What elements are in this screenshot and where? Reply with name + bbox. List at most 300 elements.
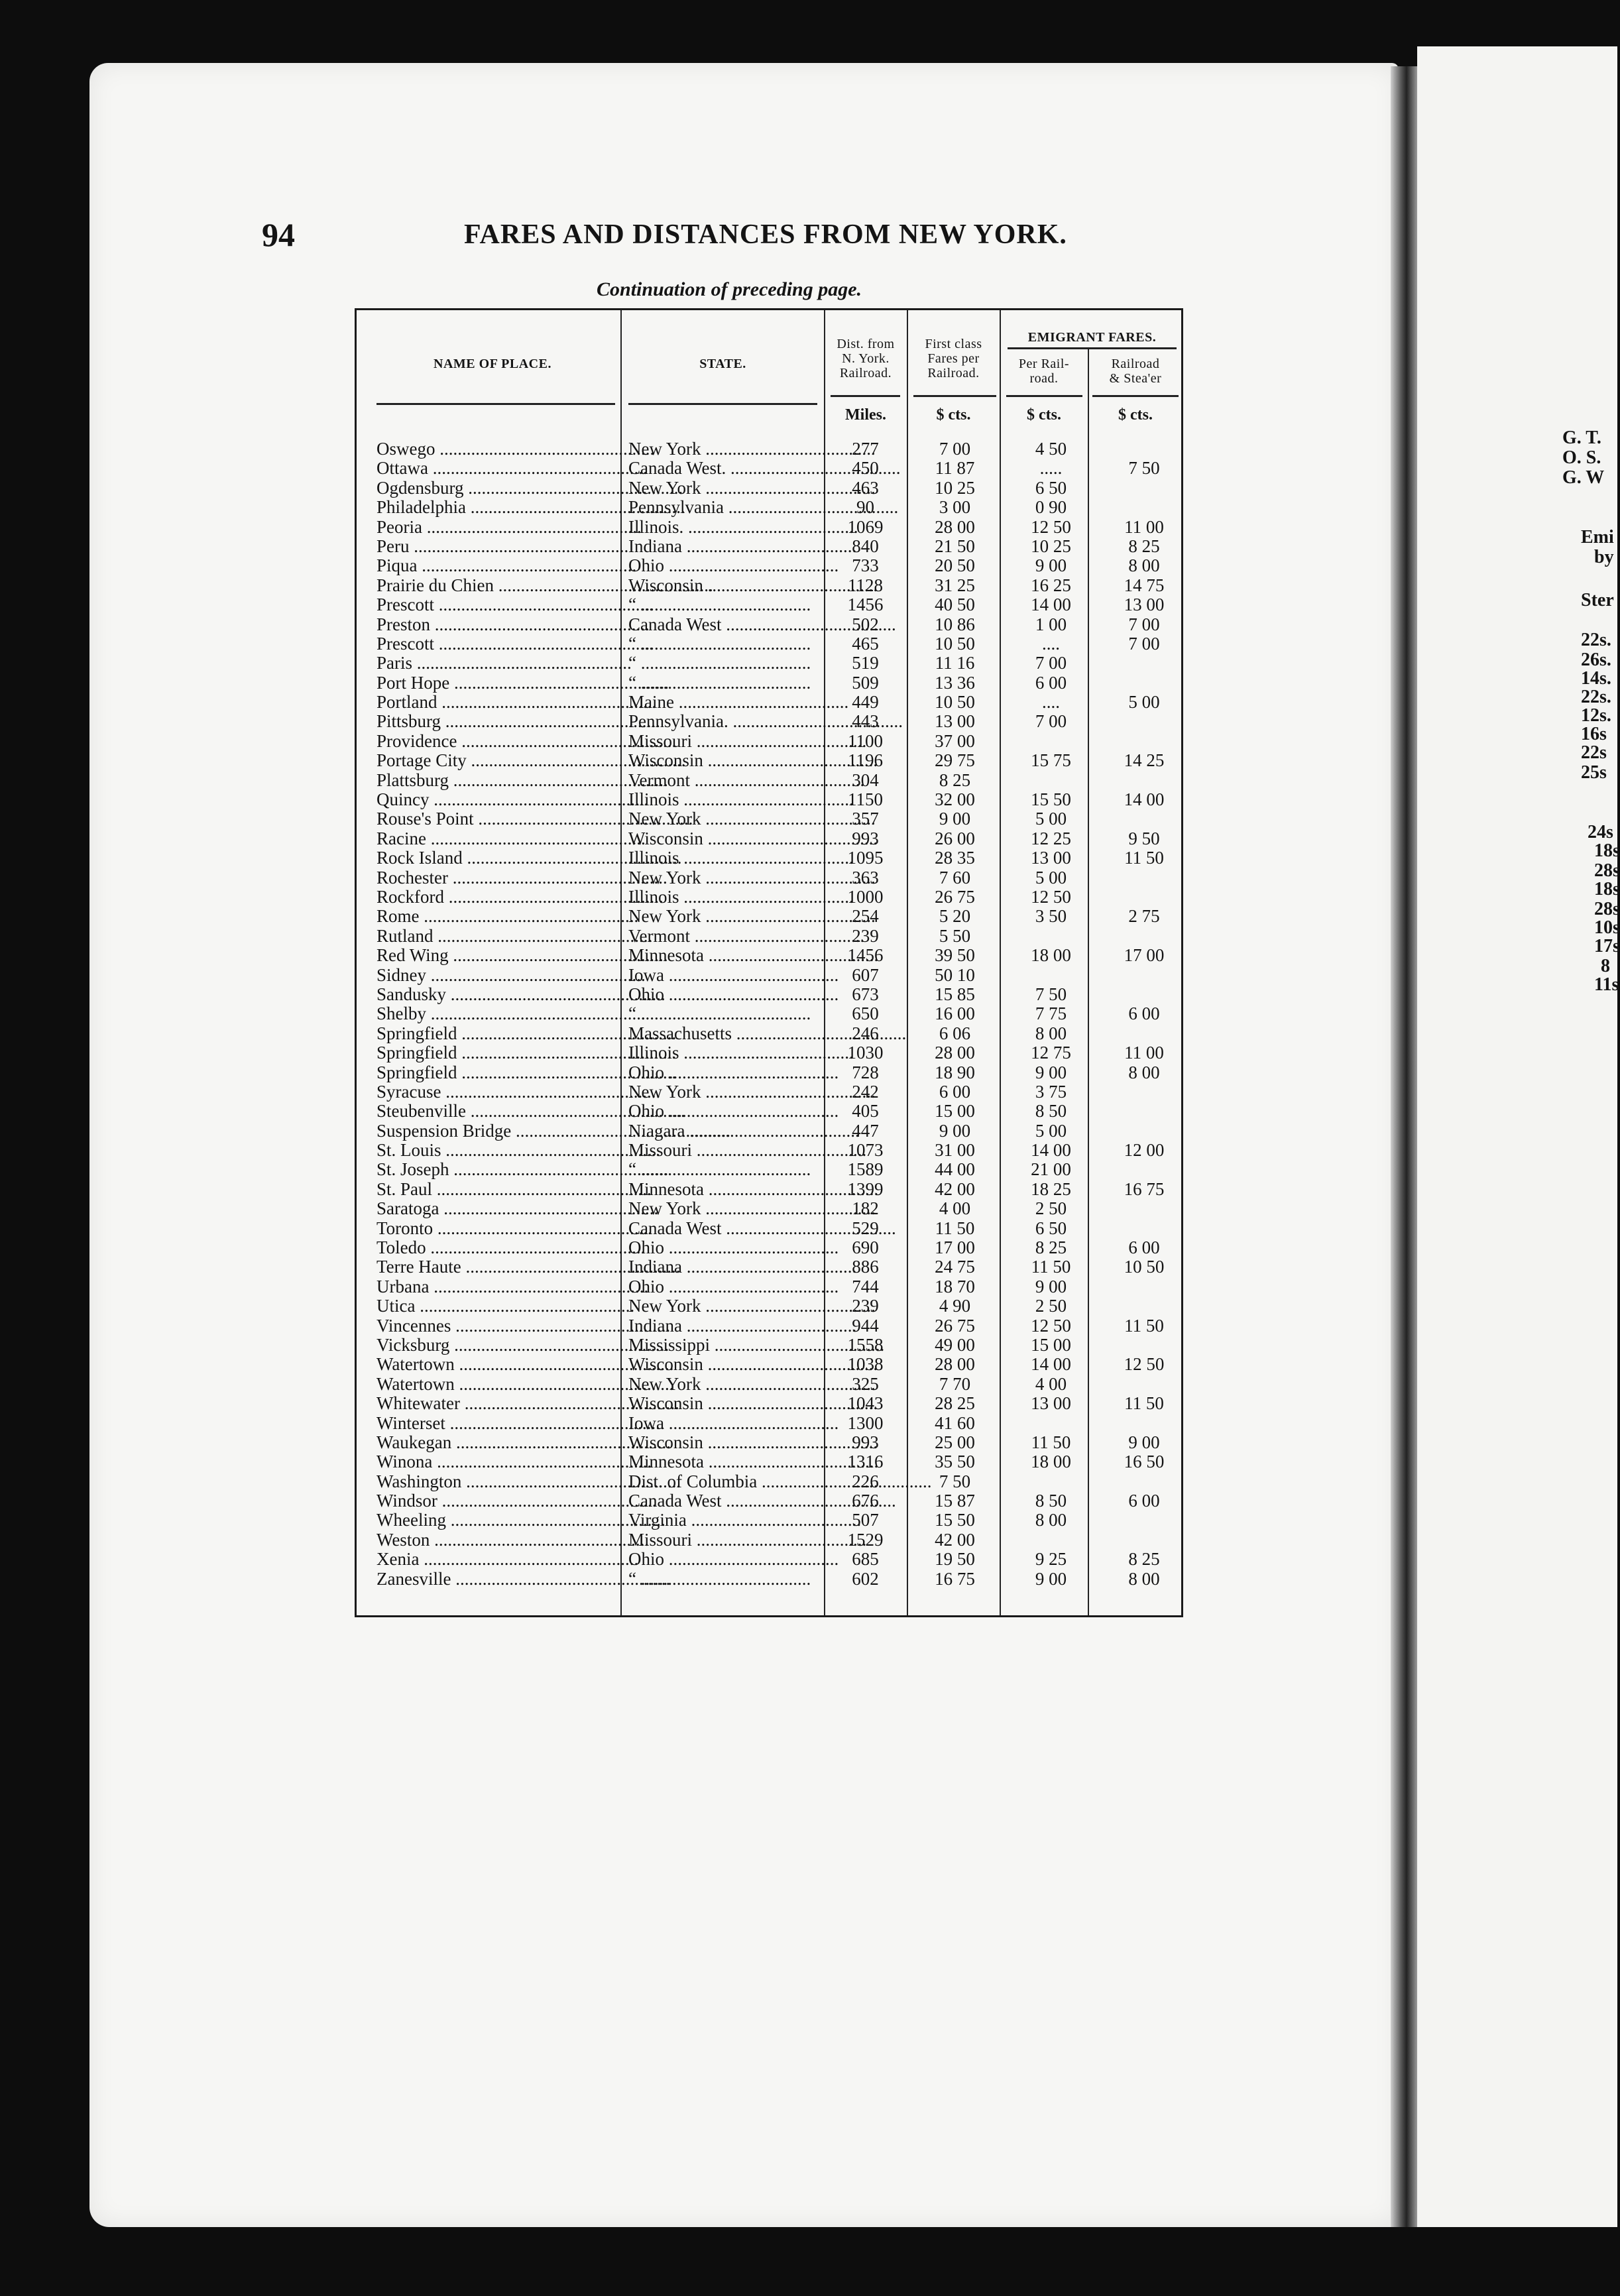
place-name: Winona ..... bbox=[376, 1452, 642, 1471]
distance-miles: 1030 bbox=[847, 1043, 884, 1063]
table-row bbox=[357, 1004, 1181, 1023]
table-row bbox=[357, 751, 1181, 770]
table-row bbox=[357, 771, 1181, 790]
unit-steam: $ cts. bbox=[1118, 406, 1153, 424]
state-name: New York ..... bbox=[628, 1296, 821, 1316]
first-class-fare: 26 75 bbox=[935, 1315, 975, 1336]
first-class-fare: 28 00 bbox=[935, 1043, 975, 1063]
distance-miles: 840 bbox=[852, 536, 879, 556]
emigrant-rail-fare: 8 50 bbox=[1035, 1101, 1067, 1121]
table-row bbox=[357, 966, 1181, 985]
facing-page-fragment: 28s bbox=[1594, 899, 1620, 919]
place-name: Vicksburg ..... bbox=[376, 1336, 642, 1355]
emigrant-steamer-fare: 14 75 bbox=[1124, 575, 1165, 595]
state-name: “ ..... bbox=[628, 1160, 821, 1179]
facing-page-fragment: 11s bbox=[1594, 974, 1619, 995]
place-name: Suspension Bridge ..... bbox=[376, 1121, 642, 1141]
table-row bbox=[357, 1414, 1181, 1433]
distance-miles: 650 bbox=[852, 1004, 879, 1024]
emigrant-steamer-fare: 11 00 bbox=[1124, 516, 1164, 537]
table-row bbox=[357, 1296, 1181, 1316]
table-row bbox=[357, 1063, 1181, 1082]
place-name: Toledo ..... bbox=[376, 1238, 642, 1257]
place-name: Shelby ..... bbox=[376, 1004, 642, 1023]
place-name: Waukegan ..... bbox=[376, 1433, 642, 1452]
distance-miles: 304 bbox=[852, 770, 879, 790]
table-row bbox=[357, 654, 1181, 673]
table-row bbox=[357, 1375, 1181, 1394]
distance-miles: 529 bbox=[852, 1218, 879, 1238]
header-rule bbox=[1092, 395, 1179, 397]
first-class-fare: 28 25 bbox=[935, 1393, 975, 1414]
emigrant-steamer-fare: 11 50 bbox=[1124, 1315, 1164, 1336]
facing-page-fragment: 8 bbox=[1601, 956, 1610, 976]
header-per-rail-line1: Per Rail- bbox=[1018, 357, 1070, 371]
distance-miles: 450 bbox=[852, 458, 879, 479]
state-name: New York ..... bbox=[628, 439, 821, 459]
first-class-fare: 40 50 bbox=[935, 595, 975, 615]
facing-page-fragment: 22s. bbox=[1581, 630, 1611, 650]
first-class-fare: 49 00 bbox=[935, 1334, 975, 1355]
place-name: Plattsburg ..... bbox=[376, 771, 642, 790]
emigrant-rail-fare: 5 00 bbox=[1035, 809, 1067, 829]
place-name: Ottawa ..... bbox=[376, 459, 642, 478]
state-name: “ ..... bbox=[628, 654, 821, 673]
table-row bbox=[357, 1511, 1181, 1530]
emigrant-rail-fare: 11 50 bbox=[1031, 1257, 1071, 1277]
distance-miles: 509 bbox=[852, 672, 879, 693]
unit-fare: $ cts. bbox=[936, 406, 971, 424]
table-row bbox=[357, 848, 1181, 868]
state-name: Illinois ..... bbox=[628, 848, 821, 868]
facing-page-fragment: 26s. bbox=[1581, 650, 1611, 670]
emigrant-rail-fare: 8 25 bbox=[1035, 1237, 1067, 1258]
place-name: Peoria ..... bbox=[376, 518, 642, 537]
distance-miles: 254 bbox=[852, 906, 879, 927]
state-name: Canada West ..... bbox=[628, 1491, 821, 1511]
place-name: Portage City ..... bbox=[376, 751, 642, 770]
state-name: New York ..... bbox=[628, 1199, 821, 1218]
emigrant-rail-fare: 12 25 bbox=[1031, 828, 1071, 848]
first-class-fare: 13 36 bbox=[935, 672, 975, 693]
table-row bbox=[357, 1121, 1181, 1141]
place-name: Rockford ..... bbox=[376, 888, 642, 907]
place-name: Philadelphia ..... bbox=[376, 498, 642, 517]
state-name: Pennsylvania. ..... bbox=[628, 712, 821, 731]
state-name: Pennsylvania ..... bbox=[628, 498, 821, 517]
first-class-fare: 10 50 bbox=[935, 692, 975, 713]
emigrant-rail-fare: 3 50 bbox=[1035, 906, 1067, 927]
table-row bbox=[357, 1082, 1181, 1102]
state-name: Niagara ..... bbox=[628, 1121, 821, 1141]
distance-miles: 1529 bbox=[847, 1529, 884, 1550]
distance-miles: 673 bbox=[852, 984, 879, 1004]
emigrant-steamer-fare: 13 00 bbox=[1124, 595, 1165, 615]
facing-page-fragment: 22s. bbox=[1581, 687, 1611, 707]
place-name: Terre Haute ..... bbox=[376, 1257, 642, 1277]
place-name: Oswego ..... bbox=[376, 439, 642, 459]
table-row bbox=[357, 576, 1181, 595]
emigrant-rail-fare: .... bbox=[1042, 692, 1060, 713]
first-class-fare: 28 35 bbox=[935, 848, 975, 868]
first-class-fare: 31 00 bbox=[935, 1140, 975, 1161]
emigrant-steamer-fare: 6 00 bbox=[1128, 1237, 1160, 1258]
table-row bbox=[357, 1043, 1181, 1062]
emigrant-rail-fare: 9 00 bbox=[1035, 1568, 1067, 1589]
emigrant-rail-fare: 12 50 bbox=[1031, 886, 1071, 907]
place-name: Prairie du Chien ..... bbox=[376, 576, 642, 595]
header-state: STATE. bbox=[699, 357, 746, 371]
first-class-fare: 37 00 bbox=[935, 730, 975, 751]
first-class-fare: 25 00 bbox=[935, 1432, 975, 1452]
place-name: Washington ..... bbox=[376, 1472, 642, 1491]
emigrant-rail-fare: 7 75 bbox=[1035, 1004, 1067, 1024]
distance-miles: 993 bbox=[852, 1432, 879, 1452]
table-row bbox=[357, 1199, 1181, 1218]
header-distance bbox=[826, 337, 905, 380]
emigrant-rail-fare: 7 00 bbox=[1035, 711, 1067, 732]
header-rule bbox=[628, 403, 817, 405]
place-name: Toronto ..... bbox=[376, 1219, 642, 1238]
distance-miles: 1456 bbox=[847, 595, 884, 615]
distance-miles: 993 bbox=[852, 828, 879, 848]
emigrant-rail-fare: 5 00 bbox=[1035, 867, 1067, 888]
emigrant-rail-fare: ..... bbox=[1039, 458, 1063, 479]
place-name: Ogdensburg ..... bbox=[376, 479, 642, 498]
table-row bbox=[357, 868, 1181, 888]
emigrant-rail-fare: 7 50 bbox=[1035, 984, 1067, 1004]
emigrant-rule bbox=[1008, 347, 1177, 349]
facing-page-fragment: 16s bbox=[1581, 724, 1607, 744]
place-name: Racine ..... bbox=[376, 829, 642, 848]
state-name: Vermont ..... bbox=[628, 771, 821, 790]
table-row bbox=[357, 673, 1181, 693]
first-class-fare: 17 00 bbox=[935, 1237, 975, 1258]
first-class-fare: 13 00 bbox=[935, 711, 975, 732]
emigrant-steamer-fare: 8 00 bbox=[1128, 1568, 1160, 1589]
header-distance-line3: Railroad. bbox=[839, 366, 892, 380]
first-class-fare: 5 50 bbox=[939, 925, 971, 946]
state-name: Indiana ..... bbox=[628, 537, 821, 556]
emigrant-rail-fare: 8 00 bbox=[1035, 1023, 1067, 1043]
table-row bbox=[357, 556, 1181, 575]
emigrant-rail-fare: 1 00 bbox=[1035, 614, 1067, 634]
emigrant-steamer-fare: 7 50 bbox=[1128, 458, 1160, 479]
distance-miles: 325 bbox=[852, 1373, 879, 1394]
distance-miles: 239 bbox=[852, 1296, 879, 1316]
table-row bbox=[357, 615, 1181, 634]
facing-page-fragment: 14s. bbox=[1581, 668, 1611, 689]
state-name: Canada West ..... bbox=[628, 615, 821, 634]
table-row bbox=[357, 595, 1181, 614]
emigrant-steamer-fare: 11 50 bbox=[1124, 848, 1164, 868]
state-name: Wisconsin ..... bbox=[628, 829, 821, 848]
first-class-fare: 41 60 bbox=[935, 1412, 975, 1433]
table-row bbox=[357, 809, 1181, 829]
table-row bbox=[357, 888, 1181, 907]
header-rule bbox=[913, 395, 996, 397]
header-first-class-fare bbox=[909, 337, 998, 380]
distance-miles: 1316 bbox=[847, 1452, 884, 1472]
emigrant-rail-fare: 13 00 bbox=[1031, 848, 1071, 868]
first-class-fare: 42 00 bbox=[935, 1529, 975, 1550]
distance-miles: 507 bbox=[852, 1510, 879, 1530]
emigrant-rail-fare: 14 00 bbox=[1031, 1354, 1071, 1375]
table-row bbox=[357, 1336, 1181, 1355]
distance-miles: 1038 bbox=[847, 1354, 884, 1375]
state-name: Virginia ..... bbox=[628, 1511, 821, 1530]
table-row bbox=[357, 790, 1181, 809]
emigrant-steamer-fare: 16 50 bbox=[1124, 1452, 1165, 1472]
state-name: Canada West ..... bbox=[628, 1219, 821, 1238]
place-name: Winterset ..... bbox=[376, 1414, 642, 1433]
table-row bbox=[357, 1238, 1181, 1257]
emigrant-rail-fare: 15 75 bbox=[1031, 750, 1071, 771]
emigrant-steamer-fare: 16 75 bbox=[1124, 1178, 1165, 1199]
table-row bbox=[357, 946, 1181, 965]
state-name: Ohio ..... bbox=[628, 985, 821, 1004]
emigrant-rail-fare: 15 00 bbox=[1031, 1334, 1071, 1355]
state-name: Ohio ..... bbox=[628, 1277, 821, 1296]
distance-miles: 1095 bbox=[847, 848, 884, 868]
distance-miles: 1150 bbox=[848, 789, 883, 810]
running-head: FARES AND DISTANCES FROM NEW YORK. bbox=[464, 219, 1067, 250]
table-row bbox=[357, 829, 1181, 848]
emigrant-steamer-fare: 10 50 bbox=[1124, 1257, 1165, 1277]
place-name: Rouse's Point ..... bbox=[376, 809, 642, 829]
table-row bbox=[357, 927, 1181, 946]
distance-miles: 886 bbox=[852, 1257, 879, 1277]
state-name: Iowa ..... bbox=[628, 1414, 821, 1433]
state-name: New York ..... bbox=[628, 809, 821, 829]
first-class-fare: 31 25 bbox=[935, 575, 975, 595]
place-name: Saratoga ..... bbox=[376, 1199, 642, 1218]
place-name: Providence ..... bbox=[376, 732, 642, 751]
emigrant-rail-fare: 18 00 bbox=[1031, 1452, 1071, 1472]
table-row bbox=[357, 1530, 1181, 1550]
first-class-fare: 11 50 bbox=[935, 1218, 975, 1238]
emigrant-rail-fare: 0 90 bbox=[1035, 497, 1067, 518]
distance-miles: 246 bbox=[852, 1023, 879, 1043]
first-class-fare: 29 75 bbox=[935, 750, 975, 771]
distance-miles: 90 bbox=[856, 497, 874, 518]
first-class-fare: 7 60 bbox=[939, 867, 971, 888]
emigrant-rail-fare: 13 00 bbox=[1031, 1393, 1071, 1414]
place-name: Springfield ..... bbox=[376, 1024, 642, 1043]
emigrant-steamer-fare: 11 00 bbox=[1124, 1043, 1164, 1063]
place-name: Urbana ..... bbox=[376, 1277, 642, 1296]
header-fare-line2: Fares per bbox=[927, 351, 980, 366]
distance-miles: 1128 bbox=[848, 575, 883, 595]
table-row bbox=[357, 1570, 1181, 1589]
distance-miles: 602 bbox=[852, 1568, 879, 1589]
distance-miles: 1100 bbox=[848, 730, 883, 751]
table-subtitle: Continuation of preceding page. bbox=[597, 278, 862, 300]
state-name: Indiana ..... bbox=[628, 1316, 821, 1336]
facing-page-fragment: 10s bbox=[1594, 917, 1620, 938]
distance-miles: 226 bbox=[852, 1471, 879, 1491]
first-class-fare: 26 75 bbox=[935, 886, 975, 907]
distance-miles: 277 bbox=[852, 439, 879, 459]
first-class-fare: 15 85 bbox=[935, 984, 975, 1004]
state-name: Minnesota ..... bbox=[628, 946, 821, 965]
first-class-fare: 28 00 bbox=[935, 1354, 975, 1375]
first-class-fare: 6 06 bbox=[939, 1023, 971, 1043]
header-steam-line1: Railroad bbox=[1111, 357, 1160, 371]
distance-miles: 685 bbox=[852, 1549, 879, 1570]
table-row bbox=[357, 693, 1181, 712]
table-row bbox=[357, 1394, 1181, 1413]
table-row bbox=[357, 1452, 1181, 1471]
emigrant-steamer-fare: 7 00 bbox=[1128, 614, 1160, 634]
first-class-fare: 8 25 bbox=[939, 770, 971, 790]
state-name: Missouri ..... bbox=[628, 1530, 821, 1550]
table-row bbox=[357, 479, 1181, 498]
table-row bbox=[357, 1277, 1181, 1296]
distance-miles: 447 bbox=[852, 1120, 879, 1141]
emigrant-steamer-fare: 11 50 bbox=[1124, 1393, 1164, 1414]
place-name: Quincy ..... bbox=[376, 790, 642, 809]
state-name: Ohio ..... bbox=[628, 1238, 821, 1257]
distance-miles: 463 bbox=[852, 477, 879, 498]
state-name: Massachusetts ..... bbox=[628, 1024, 821, 1043]
facing-page-fragment: by bbox=[1594, 547, 1614, 567]
facing-page-fragment: 24s bbox=[1588, 822, 1613, 842]
fares-table bbox=[355, 308, 1183, 1617]
facing-page-fragment: O. S. bbox=[1562, 447, 1601, 468]
place-name: St. Paul ..... bbox=[376, 1180, 642, 1199]
place-name: St. Joseph ..... bbox=[376, 1160, 642, 1179]
table-row bbox=[357, 1491, 1181, 1511]
state-name: Iowa ..... bbox=[628, 966, 821, 985]
header-emigrant-fares: EMIGRANT FARES. bbox=[1027, 330, 1157, 345]
emigrant-rail-fare: 12 50 bbox=[1031, 1315, 1071, 1336]
distance-miles: 1196 bbox=[848, 750, 883, 771]
header-rule bbox=[376, 403, 615, 405]
state-name: Missouri ..... bbox=[628, 732, 821, 751]
emigrant-rail-fare: 2 50 bbox=[1035, 1296, 1067, 1316]
place-name: Red Wing ..... bbox=[376, 946, 642, 965]
first-class-fare: 10 86 bbox=[935, 614, 975, 634]
table-row bbox=[357, 985, 1181, 1004]
table-row bbox=[357, 1160, 1181, 1179]
first-class-fare: 26 00 bbox=[935, 828, 975, 848]
table-row bbox=[357, 634, 1181, 654]
emigrant-rail-fare: 12 50 bbox=[1031, 516, 1071, 537]
header-distance-line2: N. York. bbox=[842, 351, 890, 366]
distance-miles: 1069 bbox=[847, 516, 884, 537]
header-rule bbox=[831, 395, 900, 397]
emigrant-rail-fare: 6 50 bbox=[1035, 477, 1067, 498]
state-name: Minnesota ..... bbox=[628, 1452, 821, 1471]
state-name: New York ..... bbox=[628, 907, 821, 926]
table-row bbox=[357, 1472, 1181, 1491]
state-name: Mississippi ..... bbox=[628, 1336, 821, 1355]
emigrant-rail-fare: 9 00 bbox=[1035, 555, 1067, 576]
first-class-fare: 20 50 bbox=[935, 555, 975, 576]
first-class-fare: 18 70 bbox=[935, 1276, 975, 1296]
distance-miles: 449 bbox=[852, 692, 879, 713]
place-name: Prescott ..... bbox=[376, 595, 642, 614]
emigrant-rail-fare: 8 00 bbox=[1035, 1510, 1067, 1530]
emigrant-rail-fare: 8 50 bbox=[1035, 1491, 1067, 1511]
place-name: Paris ..... bbox=[376, 654, 642, 673]
emigrant-rail-fare: .... bbox=[1042, 633, 1060, 654]
table-row bbox=[357, 1141, 1181, 1160]
place-name: Peru ..... bbox=[376, 537, 642, 556]
place-name: Watertown ..... bbox=[376, 1355, 642, 1374]
emigrant-steamer-fare: 6 00 bbox=[1128, 1004, 1160, 1024]
table-row bbox=[357, 1180, 1181, 1199]
first-class-fare: 19 50 bbox=[935, 1549, 975, 1570]
distance-miles: 1456 bbox=[847, 945, 884, 966]
header-distance-line1: Dist. from bbox=[837, 337, 895, 351]
place-name: Piqua ..... bbox=[376, 556, 642, 575]
state-name: Wisconsin ..... bbox=[628, 751, 821, 770]
first-class-fare: 18 90 bbox=[935, 1062, 975, 1082]
emigrant-steamer-fare: 9 50 bbox=[1128, 828, 1160, 848]
header-steam-line2: & Stea'er bbox=[1109, 371, 1162, 386]
emigrant-steamer-fare: 14 00 bbox=[1124, 789, 1165, 810]
place-name: Windsor ..... bbox=[376, 1491, 642, 1511]
state-name: New York ..... bbox=[628, 868, 821, 888]
facing-page-fragment: 17s bbox=[1594, 936, 1620, 956]
header-railroad-steamer bbox=[1089, 357, 1182, 386]
first-class-fare: 44 00 bbox=[935, 1159, 975, 1180]
emigrant-rail-fare: 6 50 bbox=[1035, 1218, 1067, 1238]
distance-miles: 1043 bbox=[847, 1393, 884, 1414]
emigrant-rail-fare: 21 00 bbox=[1031, 1159, 1071, 1180]
facing-page-fragment: 18s bbox=[1594, 879, 1620, 899]
first-class-fare: 10 50 bbox=[935, 633, 975, 654]
table-row bbox=[357, 1550, 1181, 1569]
table-row bbox=[357, 1433, 1181, 1452]
first-class-fare: 39 50 bbox=[935, 945, 975, 966]
distance-miles: 357 bbox=[852, 809, 879, 829]
table-row bbox=[357, 1024, 1181, 1043]
facing-page-fragment: Ster bbox=[1581, 590, 1614, 610]
emigrant-rail-fare: 15 50 bbox=[1031, 789, 1071, 810]
emigrant-rail-fare: 10 25 bbox=[1031, 536, 1071, 556]
table-row bbox=[357, 439, 1181, 459]
distance-miles: 502 bbox=[852, 614, 879, 634]
unit-miles: Miles. bbox=[845, 406, 886, 424]
state-name: Ohio ..... bbox=[628, 556, 821, 575]
emigrant-steamer-fare: 9 00 bbox=[1128, 1432, 1160, 1452]
distance-miles: 182 bbox=[852, 1198, 879, 1219]
state-name: Wisconsin ..... bbox=[628, 1394, 821, 1413]
header-per-railroad bbox=[1001, 357, 1087, 386]
facing-page-fragment: 25s bbox=[1581, 762, 1607, 783]
header-per-rail-line2: road. bbox=[1029, 371, 1059, 386]
emigrant-steamer-fare: 6 00 bbox=[1128, 1491, 1160, 1511]
first-class-fare: 6 00 bbox=[939, 1081, 971, 1102]
header-name-of-place: NAME OF PLACE. bbox=[434, 357, 551, 371]
emigrant-rail-fare: 2 50 bbox=[1035, 1198, 1067, 1219]
state-name: “ ..... bbox=[628, 634, 821, 654]
emigrant-steamer-fare: 2 75 bbox=[1128, 906, 1160, 927]
table-row bbox=[357, 1257, 1181, 1277]
table-body bbox=[357, 439, 1181, 1589]
facing-page-fragment: 22s bbox=[1581, 742, 1607, 763]
place-name: Syracuse ..... bbox=[376, 1082, 642, 1102]
distance-miles: 944 bbox=[852, 1315, 879, 1336]
state-name: New York ..... bbox=[628, 1375, 821, 1394]
table-row bbox=[357, 459, 1181, 478]
emigrant-steamer-fare: 12 00 bbox=[1124, 1140, 1165, 1161]
first-class-fare: 16 75 bbox=[935, 1568, 975, 1589]
distance-miles: 728 bbox=[852, 1062, 879, 1082]
